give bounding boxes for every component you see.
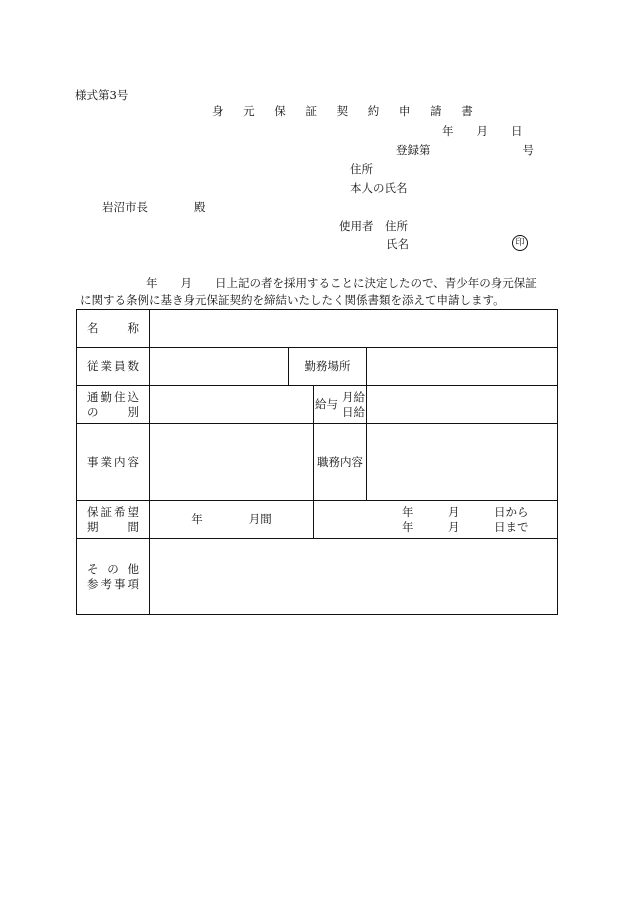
salary-field[interactable]	[367, 386, 558, 424]
duties-label: 職務内容	[314, 424, 367, 501]
registration-number: 登録第 号	[396, 143, 534, 157]
guarantee-label-line2: 期 間	[87, 519, 139, 534]
duties-field[interactable]	[367, 424, 558, 501]
salary-monthly-label: 月給	[342, 389, 365, 404]
period-from: 年 月 日から	[402, 504, 529, 519]
guarantee-label-line1: 保証希望	[87, 504, 139, 519]
page-title: 身 元 保 証 契 約 申 請 書	[212, 104, 481, 118]
application-table	[76, 309, 558, 615]
other-field[interactable]	[150, 539, 558, 615]
workplace-label: 勤務場所	[289, 348, 367, 386]
salary-label	[314, 386, 367, 424]
business-field[interactable]	[150, 424, 314, 501]
guarantee-label	[77, 501, 150, 539]
seal-icon: 印	[512, 235, 528, 251]
commute-label	[77, 386, 150, 424]
form-number: 様式第3号	[75, 88, 129, 102]
row-commute	[77, 386, 558, 424]
row-other	[77, 539, 558, 615]
name-field[interactable]	[150, 310, 558, 348]
employees-field[interactable]	[150, 348, 289, 386]
workplace-field[interactable]	[367, 348, 558, 386]
employer-address-label: 使用者 住所	[339, 219, 408, 233]
row-guarantee	[77, 501, 558, 539]
other-label-line2: 参考事項	[87, 576, 139, 591]
statement-line-2: に関する条例に基き身元保証契約を締結いたしたく関係書類を添えて申請します。	[80, 293, 505, 307]
date-line: 年 月 日	[442, 124, 523, 138]
applicant-address-label: 住所	[350, 162, 373, 176]
salary-daily-label: 日給	[342, 404, 365, 419]
salary-label-text: 給与	[315, 397, 338, 411]
employees-label: 従業員数	[77, 348, 150, 386]
commute-label-line1: 通勤住込	[87, 389, 139, 404]
addressee: 岩沼市長 殿	[102, 200, 206, 214]
row-name	[77, 310, 558, 348]
guarantee-period-field[interactable]	[314, 501, 558, 539]
period-to: 年 月 日まで	[402, 519, 529, 534]
applicant-name-label: 本人の氏名	[350, 181, 408, 195]
other-label-line1: その他	[87, 561, 139, 576]
name-label: 名 称	[77, 310, 150, 348]
row-employees	[77, 348, 558, 386]
employer-name-label: 氏名	[386, 237, 409, 251]
application-statement	[80, 275, 568, 309]
statement-line-1: 年 月 日上記の者を採用することに決定したので、青少年の身元保証	[146, 276, 537, 290]
commute-field[interactable]	[150, 386, 314, 424]
row-business	[77, 424, 558, 501]
commute-label-line2: の 別	[87, 404, 139, 419]
guarantee-months-field[interactable]: 年 月間	[150, 501, 314, 539]
business-label: 事業内容	[77, 424, 150, 501]
other-label	[77, 539, 150, 615]
